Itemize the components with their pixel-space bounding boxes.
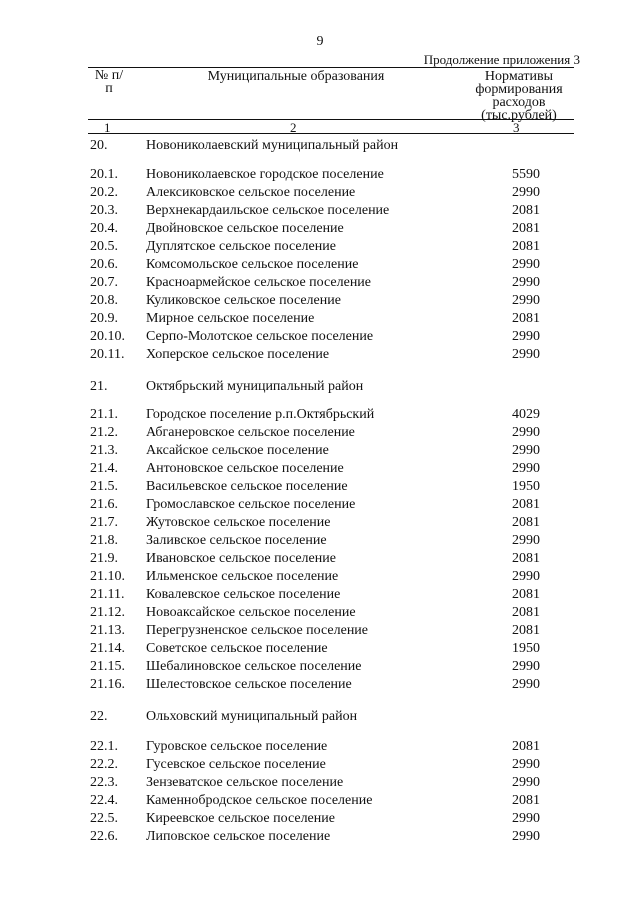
norm-value: 2990 xyxy=(512,443,540,458)
section-number: 22. xyxy=(90,709,108,724)
municipality-name: Серпо-Молотское сельское поселение xyxy=(146,329,374,344)
municipality-name: Ивановское сельское поселение xyxy=(146,551,336,566)
norm-value: 2081 xyxy=(512,623,540,638)
table-row xyxy=(0,460,640,478)
norm-value: 2990 xyxy=(512,677,540,692)
norm-value: 2990 xyxy=(512,329,540,344)
municipality-name: Верхнекардаильское сельское поселение xyxy=(146,203,390,218)
municipality-name: Ковалевское сельское поселение xyxy=(146,587,341,602)
row-number: 20.4. xyxy=(90,221,118,236)
table-row xyxy=(0,514,640,532)
table-row xyxy=(0,658,640,676)
table-row xyxy=(0,184,640,202)
row-number: 22.2. xyxy=(90,757,118,772)
table-row xyxy=(0,166,640,184)
row-number: 21.7. xyxy=(90,515,118,530)
municipality-name: Киреевское сельское поселение xyxy=(146,811,335,826)
section-title: Новониколаевский муниципальный район xyxy=(146,138,399,153)
norm-value: 2990 xyxy=(512,425,540,440)
table-row xyxy=(0,424,640,442)
row-number: 22.1. xyxy=(90,739,118,754)
municipality-name: Хоперское сельское поселение xyxy=(146,347,330,362)
table-row xyxy=(0,792,640,810)
page-number: 9 xyxy=(316,34,324,49)
column-index-2: 2 xyxy=(290,120,297,135)
municipality-name: Гусевское сельское поселение xyxy=(146,757,326,772)
norm-value: 2081 xyxy=(512,605,540,620)
table-row xyxy=(0,568,640,586)
table-row xyxy=(0,586,640,604)
municipality-name: Советское сельское поселение xyxy=(146,641,328,656)
table-row xyxy=(0,406,640,424)
table-row xyxy=(0,828,640,846)
column-index-3: 3 xyxy=(513,120,520,135)
row-number: 21.1. xyxy=(90,407,118,422)
norm-value: 2081 xyxy=(512,239,540,254)
table-row xyxy=(0,738,640,756)
table-row xyxy=(0,622,640,640)
municipality-name: Красноармейское сельское поселение xyxy=(146,275,372,290)
norm-value: 2081 xyxy=(512,515,540,530)
section-title: Октябрьский муниципальный район xyxy=(146,379,364,394)
norm-value: 2990 xyxy=(512,533,540,548)
municipality-name: Абганеровское сельское поселение xyxy=(146,425,355,440)
table-row xyxy=(0,346,640,364)
norm-value: 4029 xyxy=(512,407,540,422)
column-index-1: 1 xyxy=(104,120,111,135)
municipality-name: Каменнобродское сельское поселение xyxy=(146,793,373,808)
norm-value: 2990 xyxy=(512,185,540,200)
municipality-name: Ильменское сельское поселение xyxy=(146,569,339,584)
row-number: 21.12. xyxy=(90,605,125,620)
norm-value: 2990 xyxy=(512,811,540,826)
row-number: 20.1. xyxy=(90,167,118,182)
row-number: 20.11. xyxy=(90,347,125,362)
continuation-note: Продолжение приложения 3 xyxy=(423,52,580,67)
row-number: 21.2. xyxy=(90,425,118,440)
municipality-name: Жутовское сельское поселение xyxy=(146,515,331,530)
norm-value: 2990 xyxy=(512,659,540,674)
norm-value: 1950 xyxy=(512,479,540,494)
row-number: 21.3. xyxy=(90,443,118,458)
table-row xyxy=(0,496,640,514)
row-number: 21.4. xyxy=(90,461,118,476)
municipality-name: Шелестовское сельское поселение xyxy=(146,677,352,692)
norm-value: 2081 xyxy=(512,551,540,566)
row-number: 21.10. xyxy=(90,569,125,584)
row-number: 20.6. xyxy=(90,257,118,272)
row-number: 20.8. xyxy=(90,293,118,308)
norm-value: 2081 xyxy=(512,311,540,326)
column-header-norm: Нормативы формирования расходов (тыс.рублей) xyxy=(475,69,563,123)
table-row xyxy=(0,202,640,220)
municipality-name: Липовское сельское поселение xyxy=(146,829,331,844)
norm-value: 2081 xyxy=(512,497,540,512)
section-number: 21. xyxy=(90,379,108,394)
row-number: 21.6. xyxy=(90,497,118,512)
norm-value: 2081 xyxy=(512,739,540,754)
table-row xyxy=(0,532,640,550)
municipality-name: Новониколаевское городское поселение xyxy=(146,167,384,182)
municipality-name: Шебалиновское сельское поселение xyxy=(146,659,362,674)
table-row xyxy=(0,256,640,274)
column-header-name: Муниципальные образования xyxy=(207,69,385,84)
municipality-name: Мирное сельское поселение xyxy=(146,311,315,326)
table-row xyxy=(0,292,640,310)
index-row-rule xyxy=(88,133,574,134)
norm-value: 2990 xyxy=(512,347,540,362)
table-row xyxy=(0,442,640,460)
municipality-name: Алексиковское сельское поселение xyxy=(146,185,356,200)
table-row xyxy=(0,640,640,658)
norm-value: 2990 xyxy=(512,461,540,476)
row-number: 21.13. xyxy=(90,623,125,638)
norm-value: 2990 xyxy=(512,275,540,290)
section-row xyxy=(0,378,640,396)
norm-value: 2081 xyxy=(512,203,540,218)
table-row xyxy=(0,550,640,568)
norm-value: 2081 xyxy=(512,221,540,236)
row-number: 21.14. xyxy=(90,641,125,656)
row-number: 20.9. xyxy=(90,311,118,326)
municipality-name: Перегрузненское сельское поселение xyxy=(146,623,369,638)
municipality-name: Васильевское сельское поселение xyxy=(146,479,348,494)
row-number: 22.5. xyxy=(90,811,118,826)
municipality-name: Двойновское сельское поселение xyxy=(146,221,344,236)
header-divider-rule xyxy=(88,119,574,120)
norm-value: 2990 xyxy=(512,775,540,790)
row-number: 21.5. xyxy=(90,479,118,494)
table-row xyxy=(0,774,640,792)
table-row xyxy=(0,220,640,238)
row-number: 22.3. xyxy=(90,775,118,790)
norm-value: 2081 xyxy=(512,587,540,602)
row-number: 22.4. xyxy=(90,793,118,808)
table-row xyxy=(0,238,640,256)
table-row xyxy=(0,810,640,828)
municipality-name: Громославское сельское поселение xyxy=(146,497,356,512)
norm-value: 1950 xyxy=(512,641,540,656)
column-header-number: № п/п xyxy=(94,68,124,96)
municipality-name: Аксайское сельское поселение xyxy=(146,443,329,458)
row-number: 20.10. xyxy=(90,329,125,344)
municipality-name: Куликовское сельское поселение xyxy=(146,293,341,308)
municipality-name: Антоновское сельское поселение xyxy=(146,461,344,476)
table-row xyxy=(0,328,640,346)
row-number: 20.5. xyxy=(90,239,118,254)
row-number: 22.6. xyxy=(90,829,118,844)
norm-value: 5590 xyxy=(512,167,540,182)
table-row xyxy=(0,676,640,694)
table-row xyxy=(0,310,640,328)
row-number: 21.9. xyxy=(90,551,118,566)
norm-value: 2990 xyxy=(512,257,540,272)
norm-value: 2990 xyxy=(512,293,540,308)
row-number: 21.15. xyxy=(90,659,125,674)
row-number: 21.8. xyxy=(90,533,118,548)
municipality-name: Дуплятское сельское поселение xyxy=(146,239,336,254)
table-row xyxy=(0,274,640,292)
municipality-name: Новоаксайское сельское поселение xyxy=(146,605,356,620)
section-number: 20. xyxy=(90,138,108,153)
section-title: Ольховский муниципальный район xyxy=(146,709,358,724)
row-number: 21.11. xyxy=(90,587,125,602)
row-number: 20.3. xyxy=(90,203,118,218)
table-row xyxy=(0,478,640,496)
norm-value: 2990 xyxy=(512,829,540,844)
municipality-name: Зензеватское сельское поселение xyxy=(146,775,344,790)
table-row xyxy=(0,604,640,622)
municipality-name: Заливское сельское поселение xyxy=(146,533,327,548)
row-number: 20.7. xyxy=(90,275,118,290)
municipality-name: Гуровское сельское поселение xyxy=(146,739,328,754)
row-number: 20.2. xyxy=(90,185,118,200)
table-row xyxy=(0,756,640,774)
row-number: 21.16. xyxy=(90,677,125,692)
section-row xyxy=(0,137,640,155)
norm-value: 2990 xyxy=(512,569,540,584)
norm-value: 2990 xyxy=(512,757,540,772)
norm-value: 2081 xyxy=(512,793,540,808)
section-row xyxy=(0,708,640,726)
municipality-name: Городское поселение р.п.Октябрьский xyxy=(146,407,375,422)
table-top-rule xyxy=(88,67,574,68)
municipality-name: Комсомольское сельское поселение xyxy=(146,257,359,272)
